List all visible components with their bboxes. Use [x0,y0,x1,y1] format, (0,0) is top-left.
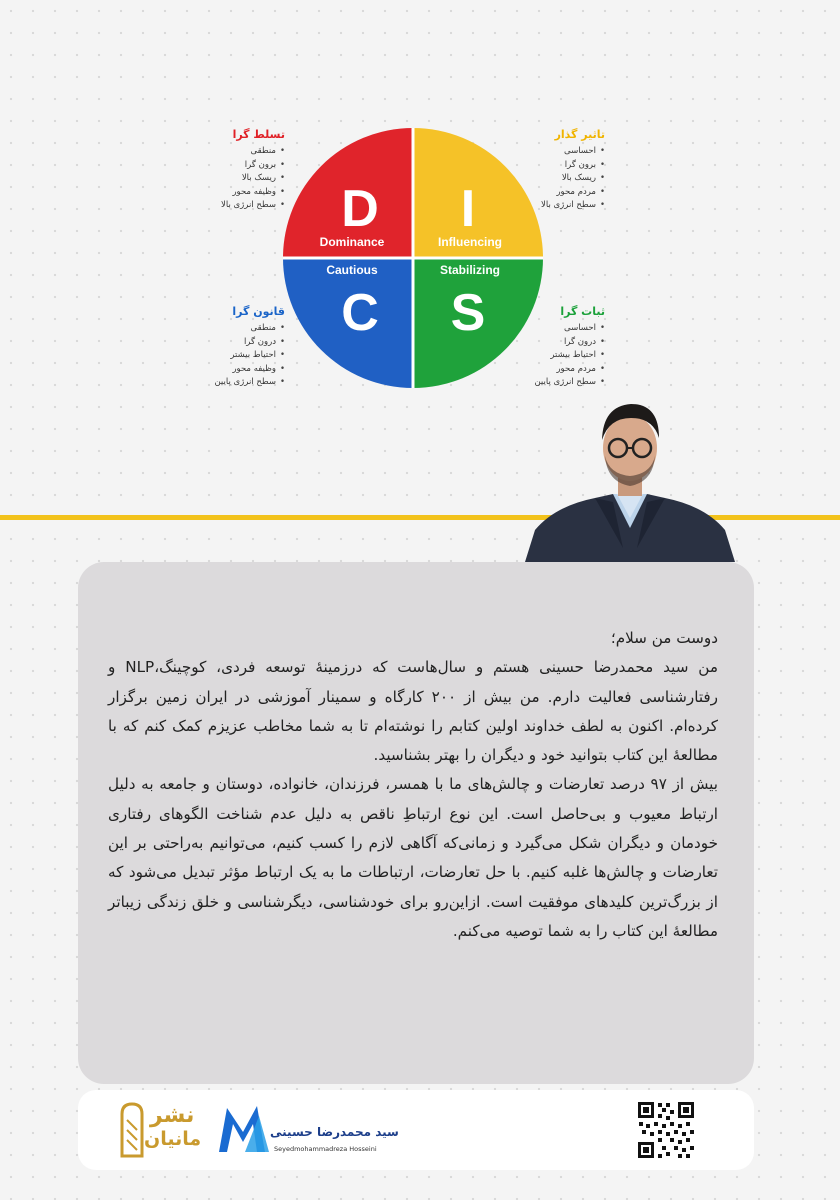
trait-item: • سطح انرژی پایین [470,376,605,390]
trait-block-i [470,128,605,213]
disc-label-influencing: Influencing [438,235,502,249]
qr-code [636,1100,696,1160]
intro-paragraph-2: بیش از ۹۷ درصد تعارضات و چالش‌های ما با همسر، فرزندان، خانواده، دوستان و جامعه به دلیل ارتباط معیوب و بی‌حاصل است. این نوع ارتباطِ ناقص به دلیل عدم شناخت الگوهای رفتاری خودمان و دیگران شکل می‌گیرد و زمانی‌که آگاهی لازم را کسب کنیم، می‌توانیم به‌راحتی بر این تعارضات و چالش‌ها غلبه کنیم. با حل تعارضات، ارتباطات ما به یک ارتباط مؤثر تبدیل می‌شود که از بزرگ‌ترین کلیدهای موفقیت است. ازاین‌رو برای خودشناسی، دیگرشناسی و خلق زندگی زیباتر مطالعهٔ این کتاب را به شما توصیه می‌کنم. [108,775,718,940]
trait-block-c [170,305,285,390]
trait-item: • ریسک بالا [470,172,605,186]
trait-item: • برون گرا [470,159,605,173]
trait-block-d [170,128,285,213]
trait-item: • درون گرا [470,336,605,350]
trait-title-s: ثبات گرا [560,305,605,318]
trait-item: • منطقی [170,322,285,336]
trait-block-s [470,305,605,390]
trait-title-i: تاثیر گذار [554,128,605,141]
author-photo [525,398,735,562]
publisher-name-line-2: مانیان [144,1128,202,1150]
disc-label-dominance: Dominance [319,235,385,249]
disc-label-cautious: Cautious [326,263,378,277]
trait-item: • وظیفه محور [170,363,285,377]
trait-item: • وظیفه محور [170,186,285,200]
trait-item: • ریسک بالا [170,172,285,186]
trait-title-d: تسلط گرا [232,128,285,141]
intro-paragraph-1: من سید محمدرضا حسینی هستم و سال‌هاست که درزمینهٔ توسعه فردی، کوچینگ،NLP و رفتارشناسی فعالیت دارم. من بیش از ۲۰۰ کارگاه و سمینار آموزشی در ایران زمین برگزار کرده‌ام. اکنون به لطف خداوند اولین کتابم را نوشته‌ام تا به شما مخاطب عزیزم کمک کنم که با مطالعهٔ این کتاب بتوانید خود و دیگران را بهتر بشناسید. [108,658,718,765]
trait-item: • مردم محور [470,363,605,377]
intro-card [78,562,754,1084]
trait-list-c [170,322,285,390]
trait-item: • مردم محور [470,186,605,200]
author-latin-name: Seyedmohammadreza Hosseini [274,1145,377,1153]
disc-label-stabilizing: Stabilizing [440,263,500,277]
trait-item: • سطح انرژی پایین [170,376,285,390]
author-name: سید محمدرضا حسینی [270,1125,399,1139]
trait-item: • احتیاط بیشتر [470,349,605,363]
intro-text [108,624,718,946]
trait-item: • سطح انرژی بالا [170,199,285,213]
trait-item: • احتیاط بیشتر [170,349,285,363]
greeting-text: دوست من سلام؛ [610,629,718,647]
trait-item: • برون گرا [170,159,285,173]
trait-item: • احساسی [470,145,605,159]
disc-letter-d: D [341,180,379,238]
publisher-name-line-1: نشر [150,1103,195,1128]
disc-letter-c: C [341,284,379,342]
trait-item: • احساسی [470,322,605,336]
trait-item: • درون گرا [170,336,285,350]
trait-title-c: قانون گرا [232,305,285,318]
trait-list-s [470,322,605,390]
trait-item: • منطقی [170,145,285,159]
trait-list-i [470,145,605,213]
trait-list-d [170,145,285,213]
disc-letter-s: S [450,284,486,342]
disc-letter-i: I [460,180,476,238]
trait-item: • سطح انرژی بالا [470,199,605,213]
